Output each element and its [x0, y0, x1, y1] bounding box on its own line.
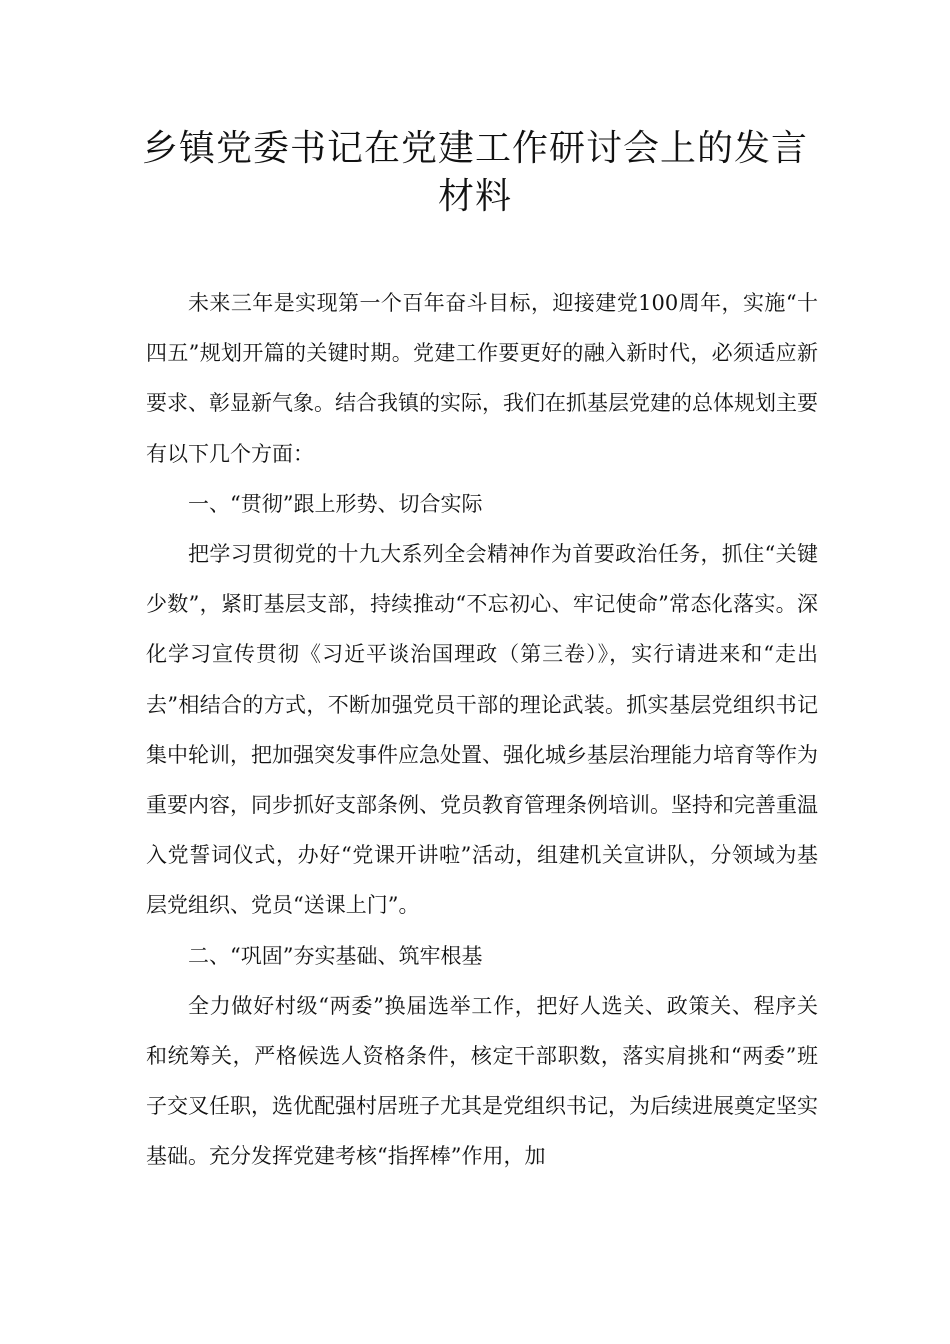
paragraph-section-2: 全力做好村级“两委”换届选举工作，把好人选关、政策关、程序关和统筹关，严格候选人资格条件，核定干部职数，落实肩挑和“两委”班子交叉任职，选优配强村居班子尤其是党组织书记，为后续进展奠定坚实基础。充分发挥党建考核“指挥棒”作用，加 — [146, 993, 818, 1169]
paragraph-intro: 未来三年是实现第一个百年奋斗目标，迎接建党100周年，实施“十四五”规划开篇的关键时期。党建工作要更好的融入新时代，必须适应新要求、彰显新气象。结合我镇的实际，我们在抓基层党建的总体规划主要有以下几个方面： — [146, 291, 818, 466]
section-heading-1: 一、“贯彻”跟上形势、切合实际 — [188, 491, 483, 516]
document-title: 乡镇党委书记在党建工作研讨会上的发言材料 — [141, 128, 808, 217]
section-heading-2: 二、“巩固”夯实基础、筑牢根基 — [188, 943, 483, 968]
paragraph-section-1: 把学习贯彻党的十九大系列全会精神作为首要政治任务，抓住“关键少数”，紧盯基层支部，持续推动“不忘初心、牢记使命”常态化落实。深化学习宣传贯彻《习近平谈治国理政（第三卷）》，实行请进来和“走出去”相结合的方式，不断加强党员干部的理论武装。抓实基层党组织书记集中轮训，把加强突发事件应急处置、强化城乡基层治理能力培育等作为重要内容，同步抓好支部条例、党员教育管理条例培训。坚持和完善重温入党誓词仪式，办好“党课开讲啦”活动，组建机关宣讲队，分领域为基层党组织、党员“送课上门”。 — [146, 542, 818, 918]
document-body — [146, 278, 818, 1182]
